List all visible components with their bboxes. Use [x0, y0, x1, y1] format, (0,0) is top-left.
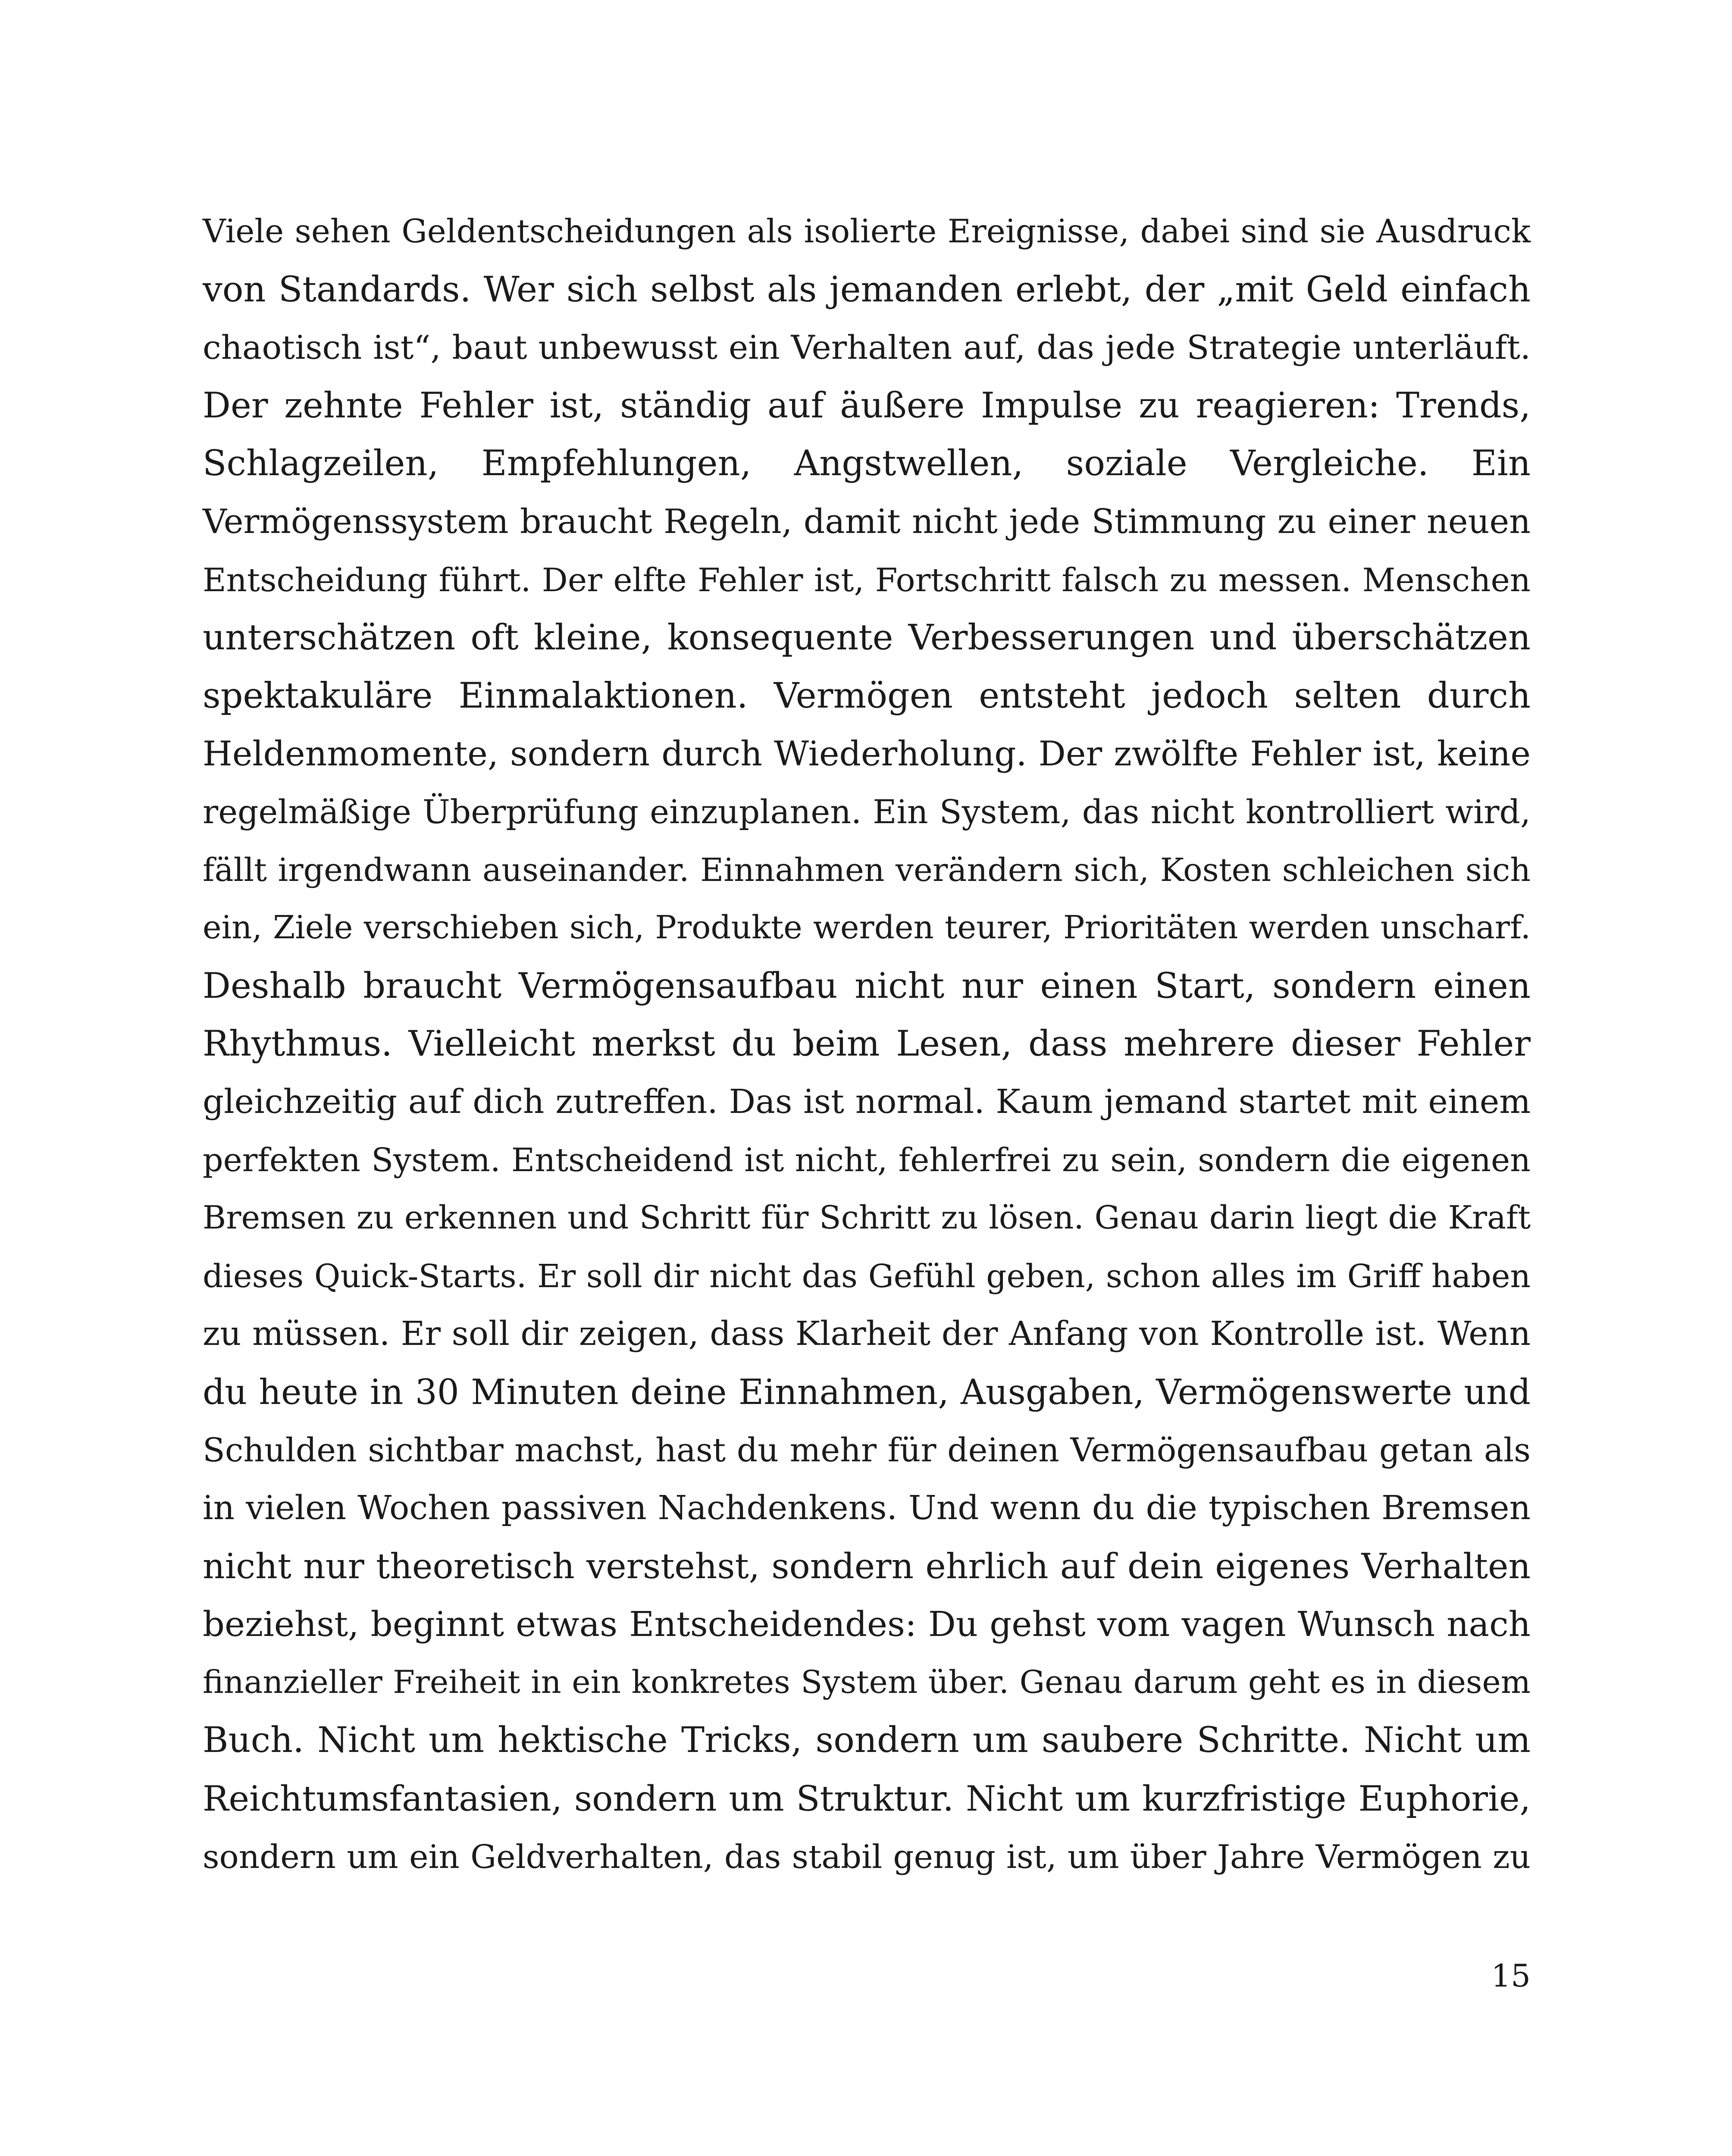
text-line: beziehst, beginnt etwas Entscheidendes: Du gehst vom vagen Wunsch nach — [203, 1604, 1531, 1645]
page-number: 15 — [1491, 1958, 1531, 1994]
text-line: Rhythmus. Vielleicht merkst du beim Lesen, dass mehrere dieser Fehler — [203, 1024, 1531, 1065]
text-line: Deshalb braucht Vermögensaufbau nicht nur einen Start, sondern einen — [203, 965, 1531, 1006]
text-line: Viele sehen Geldentscheidungen als isolierte Ereignisse, dabei sind sie Ausdruck — [203, 213, 1531, 250]
text-line: Schlagzeilen, Empfehlungen, Angstwellen, soziale Vergleiche. Ein — [203, 443, 1531, 484]
text-line: gleichzeitig auf dich zutreffen. Das ist normal. Kaum jemand startet mit einem — [203, 1082, 1531, 1121]
text-line: du heute in 30 Minuten deine Einnahmen, Ausgaben, Vermögenswerte und — [203, 1372, 1531, 1412]
text-line: perfekten System. Entscheidend ist nicht, fehlerfrei zu sein, sondern die eigenen — [203, 1141, 1531, 1179]
text-line: regelmäßige Überprüfung einzuplanen. Ein System, das nicht kontrolliert wird, — [203, 793, 1531, 831]
text-line: Schulden sichtbar machst, hast du mehr für deinen Vermögensaufbau getan als — [203, 1431, 1531, 1470]
text-line: Heldenmomente, sondern durch Wiederholung. Der zwölfte Fehler ist, keine — [203, 734, 1531, 774]
text-line: Reichtumsfantasien, sondern um Struktur. Nicht um kurzfristige Euphorie, — [203, 1778, 1531, 1819]
body-text — [203, 203, 1531, 1886]
text-line: Der zehnte Fehler ist, ständig auf äußere Impulse zu reagieren: Trends, — [203, 385, 1531, 426]
text-line: dieses Quick-Starts. Er soll dir nicht das Gefühl geben, schon alles im Griff haben — [203, 1257, 1531, 1295]
text-line: Buch. Nicht um hektische Tricks, sondern um saubere Schritte. Nicht um — [203, 1720, 1531, 1761]
text-line: zu müssen. Er soll dir zeigen, dass Klarheit der Anfang von Kontrolle ist. Wenn — [203, 1315, 1531, 1354]
text-line: chaotisch ist“, baut unbewusst ein Verhalten auf, das jede Strategie unterläuft. — [203, 328, 1531, 367]
text-line: sondern um ein Geldverhalten, das stabil genug ist, um über Jahre Vermögen zu — [203, 1837, 1531, 1876]
text-line: ein, Ziele verschieben sich, Produkte werden teurer, Prioritäten werden unscharf. — [203, 909, 1531, 946]
text-line: fällt irgendwann auseinander. Einnahmen verändern sich, Kosten schleichen sich — [203, 851, 1531, 889]
text-line: Vermögenssystem braucht Regeln, damit nicht jede Stimmung zu einer neuen — [203, 502, 1531, 541]
text-line: von Standards. Wer sich selbst als jemanden erlebt, der „mit Geld einfach — [203, 269, 1531, 310]
text-line: finanzieller Freiheit in ein konkretes System über. Genau darum geht es in diesem — [203, 1664, 1531, 1701]
text-line: spektakuläre Einmalaktionen. Vermögen entsteht jedoch selten durch — [203, 675, 1531, 716]
text-line: unterschätzen oft kleine, konsequente Verbesserungen und überschätzen — [203, 617, 1531, 658]
text-line: Entscheidung führt. Der elfte Fehler ist, Fortschritt falsch zu messen. Menschen — [203, 561, 1531, 599]
text-line: in vielen Wochen passiven Nachdenkens. Und wenn du die typischen Bremsen — [203, 1489, 1531, 1528]
text-line: Bremsen zu erkennen und Schritt für Schritt zu lösen. Genau darin liegt die Kraft — [203, 1200, 1531, 1237]
text-line: nicht nur theoretisch verstehst, sondern ehrlich auf dein eigenes Verhalten — [203, 1546, 1531, 1586]
